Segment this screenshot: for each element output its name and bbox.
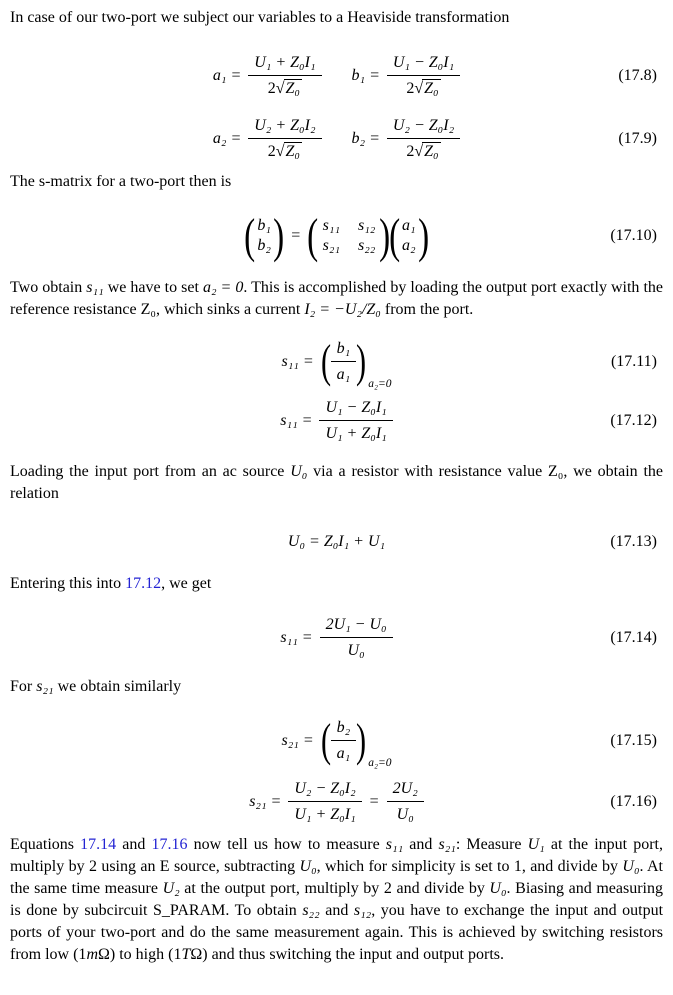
fraction-numerator: U₁ − Z₀I₁ <box>392 54 455 71</box>
equation-number: (17.12) <box>610 411 657 429</box>
sqrt-icon: √ <box>275 80 285 97</box>
coefficient: 2 <box>267 143 276 160</box>
sqrt-radicand: Z₀ <box>424 80 439 97</box>
condition-subscript: a₂=0 <box>368 378 392 390</box>
equation-number: (17.14) <box>610 628 657 646</box>
sqrt-icon: √ <box>414 80 424 97</box>
equals-sign: = <box>291 227 301 244</box>
equation-body <box>213 116 460 161</box>
big-paren-close: ) <box>356 336 367 387</box>
sqrt-icon: √ <box>414 143 424 160</box>
fraction-numerator: 2U₂ <box>392 780 418 797</box>
equation-number: (17.16) <box>610 792 657 810</box>
text-run: via a resistor with resistance value <box>307 463 548 480</box>
text-run: , we obtain the relation <box>10 463 664 502</box>
math-run: U₀ <box>622 858 640 875</box>
text-run: , which sinks a current <box>155 301 305 318</box>
math-run: s₁₁ <box>385 836 404 853</box>
fraction <box>320 615 393 660</box>
fraction <box>319 398 392 443</box>
s-matrix <box>318 216 381 256</box>
text-run: at the output port, multiply by 2 and divide by <box>179 880 490 897</box>
equation-body <box>288 533 385 551</box>
text-run: we have to set <box>103 279 203 296</box>
fraction-denominator: U₁ + Z₀I₁ <box>319 420 392 443</box>
fraction <box>387 53 460 98</box>
text-run: . This is accomplished by loading the output port exactly with the reference resistance <box>10 279 664 318</box>
equation-body <box>249 779 424 824</box>
math-lhs: b₁ = <box>351 66 380 84</box>
big-paren-close: ) <box>356 715 367 766</box>
big-paren-open: ( <box>244 208 256 263</box>
equation-body <box>281 715 392 769</box>
fraction-denominator <box>387 75 460 98</box>
fraction-numerator: b₁ <box>336 340 351 357</box>
text-run: Ω) and thus switching the input and output ports. <box>190 946 504 963</box>
equation-b2 <box>352 116 461 161</box>
vector-entry: b₁ <box>257 217 271 234</box>
vector-entry: b₂ <box>257 237 271 254</box>
text-run: . Biasing and measuring is done by subcircuit S_PARAM. To obtain <box>10 880 663 919</box>
text-run: Loading the input port from an ac source <box>10 463 291 480</box>
vector-entry: a₂ <box>402 237 416 254</box>
equation-body <box>280 398 392 443</box>
equation-17-14 <box>10 611 663 664</box>
equation-b1 <box>352 53 461 98</box>
math-run: s₂₁ <box>438 836 456 853</box>
coefficient: 2 <box>406 143 415 160</box>
fraction-denominator <box>248 75 321 98</box>
text-run: and <box>403 836 439 853</box>
fraction <box>248 53 321 98</box>
text-run: For <box>10 678 37 695</box>
math-expression: U₀ = Z₀I₁ + U₁ <box>287 533 386 550</box>
fraction-numerator: U₂ + Z₀I₂ <box>254 117 316 134</box>
math-lhs: a₁ = <box>212 66 242 84</box>
paragraph-intro <box>10 7 663 29</box>
math-run: U₀ <box>299 858 317 875</box>
equation-a1 <box>213 53 322 98</box>
vector-entry: a₁ <box>402 217 416 234</box>
condition-subscript: a₂=0 <box>368 757 392 769</box>
fraction <box>331 718 357 763</box>
eq-ref-link[interactable]: 17.12 <box>125 575 162 592</box>
fraction-denominator <box>387 138 460 161</box>
big-paren-close: ) <box>273 208 285 263</box>
fraction-denominator: a₁ <box>331 361 357 384</box>
equation-17-10 <box>10 209 663 263</box>
equation-17-12 <box>10 394 663 447</box>
sqrt-radicand: Z₀ <box>424 143 439 160</box>
math-lhs: s₁₁ = <box>280 628 313 646</box>
fraction-numerator: U₁ + Z₀I₁ <box>254 54 316 71</box>
text-run: . At the same time measure <box>10 858 663 897</box>
math-run: T <box>181 946 191 963</box>
fraction-numerator: 2U₁ − U₀ <box>325 616 387 633</box>
math-run: s₁₁ <box>86 279 104 296</box>
text-run: Equations <box>10 836 81 853</box>
text-run: and <box>319 902 354 919</box>
equation-body <box>213 53 460 98</box>
big-paren-close: ) <box>379 208 391 263</box>
paragraph-smatrix-lead <box>10 171 663 193</box>
matrix-entry: s₂₂ <box>358 237 376 254</box>
matrix-entry: s₂₁ <box>322 237 341 254</box>
paragraph-measurement <box>10 834 663 966</box>
text-run: , you have to exchange the input and output ports of your two-port and do the same measurement again. This is achieved by switching resistors from low (1 <box>10 902 664 963</box>
math-lhs: b₂ = <box>351 129 380 147</box>
text-run: now tell us how to measure <box>187 836 386 853</box>
big-paren-open: ( <box>320 715 331 766</box>
paragraph-entering <box>10 573 663 595</box>
sqrt-radicand: Z₀ <box>285 143 300 160</box>
math-run: m <box>86 946 98 963</box>
math-lhs: s₁₁ = <box>280 411 313 429</box>
text-run: The s-matrix for a two-port then is <box>10 173 232 190</box>
math-run: s₂₂ <box>302 902 320 919</box>
eq-ref-link[interactable]: 17.14 <box>80 836 117 853</box>
matrix-entry: s₁₂ <box>358 217 376 234</box>
paragraph-obtain-s11 <box>10 277 663 321</box>
math-run: U₂ <box>162 880 180 897</box>
text-run: we obtain similarly <box>53 678 182 695</box>
math-run: a₂ = 0 <box>202 279 244 296</box>
text-run: Ω) to high (1 <box>98 946 182 963</box>
text-run: In case of our two-port we subject our variables to a Heaviside transformation <box>10 9 510 26</box>
fraction-numerator: U₁ − Z₀I₁ <box>325 399 387 416</box>
paragraph-loading <box>10 461 663 505</box>
text-run: Two obtain <box>10 279 87 296</box>
equation-body <box>281 336 392 390</box>
equation-a2 <box>213 116 322 161</box>
sqrt-icon: √ <box>275 143 285 160</box>
equation-17-9 <box>10 112 663 165</box>
math-run: s₁₂ <box>353 902 372 919</box>
fraction <box>387 779 424 824</box>
equation-body <box>244 208 429 263</box>
paragraph-for-s21 <box>10 676 663 698</box>
coefficient: 2 <box>267 80 276 97</box>
equation-17-8 <box>10 49 663 102</box>
text-run: , which for simplicity is set to 1, and divide by <box>316 858 623 875</box>
fraction-numerator: U₂ − Z₀I₂ <box>392 117 455 134</box>
fraction <box>387 116 460 161</box>
equation-body <box>280 615 392 660</box>
eq-ref-link[interactable]: 17.16 <box>151 836 188 853</box>
fraction-denominator: a₁ <box>331 740 357 763</box>
math-lhs: a₂ = <box>212 129 242 147</box>
equation-number: (17.9) <box>618 129 657 147</box>
big-paren-close: ) <box>417 208 429 263</box>
fraction-denominator: U₁ + Z₀I₁ <box>288 801 361 824</box>
fraction <box>331 339 357 384</box>
equation-17-15 <box>10 714 663 767</box>
fraction-denominator: U₀ <box>320 637 393 660</box>
fraction <box>288 779 361 824</box>
math-run: I₂ = −U₂/Z₀ <box>304 301 381 318</box>
text-run: , we get <box>161 575 212 592</box>
equation-number: (17.11) <box>610 352 657 370</box>
equation-17-13 <box>10 529 663 555</box>
equation-17-16 <box>10 775 663 828</box>
vector-a <box>399 216 419 256</box>
fraction-numerator: U₂ − Z₀I₂ <box>294 780 356 797</box>
text-run: from the port. <box>380 301 474 318</box>
fraction-denominator <box>248 138 321 161</box>
equation-number: (17.10) <box>610 227 657 244</box>
math-lhs: s₁₁ = <box>281 352 314 370</box>
fraction <box>248 116 321 161</box>
equation-number: (17.13) <box>610 533 657 550</box>
matrix-entry: s₁₁ <box>322 217 341 234</box>
math-run: Z₀ <box>548 463 564 480</box>
math-run: Z₀ <box>140 301 156 318</box>
math-run: U₁ <box>527 836 545 853</box>
text-run: at the input port, multiply by 2 using an E source, subtracting <box>10 836 663 875</box>
math-run: U₀ <box>489 880 507 897</box>
fraction-numerator: b₂ <box>336 719 351 736</box>
fraction-denominator: U₀ <box>387 801 424 824</box>
math-lhs: s₂₁ = <box>249 792 282 810</box>
text-run: : Measure <box>455 836 528 853</box>
big-paren-open: ( <box>307 208 319 263</box>
coefficient: 2 <box>406 80 415 97</box>
text-run: and <box>116 836 152 853</box>
big-paren-open: ( <box>320 336 331 387</box>
vector-b <box>254 216 274 256</box>
math-run: U₀ <box>290 463 308 480</box>
equation-number: (17.8) <box>618 66 657 84</box>
equation-17-11 <box>10 335 663 388</box>
equals-sign: = <box>369 792 379 810</box>
math-lhs: s₂₁ = <box>281 731 314 749</box>
math-run: s₂₁ <box>36 678 54 695</box>
big-paren-open: ( <box>388 208 400 263</box>
equation-number: (17.15) <box>610 731 657 749</box>
text-run: Entering this into <box>10 575 126 592</box>
sqrt-radicand: Z₀ <box>285 80 300 97</box>
